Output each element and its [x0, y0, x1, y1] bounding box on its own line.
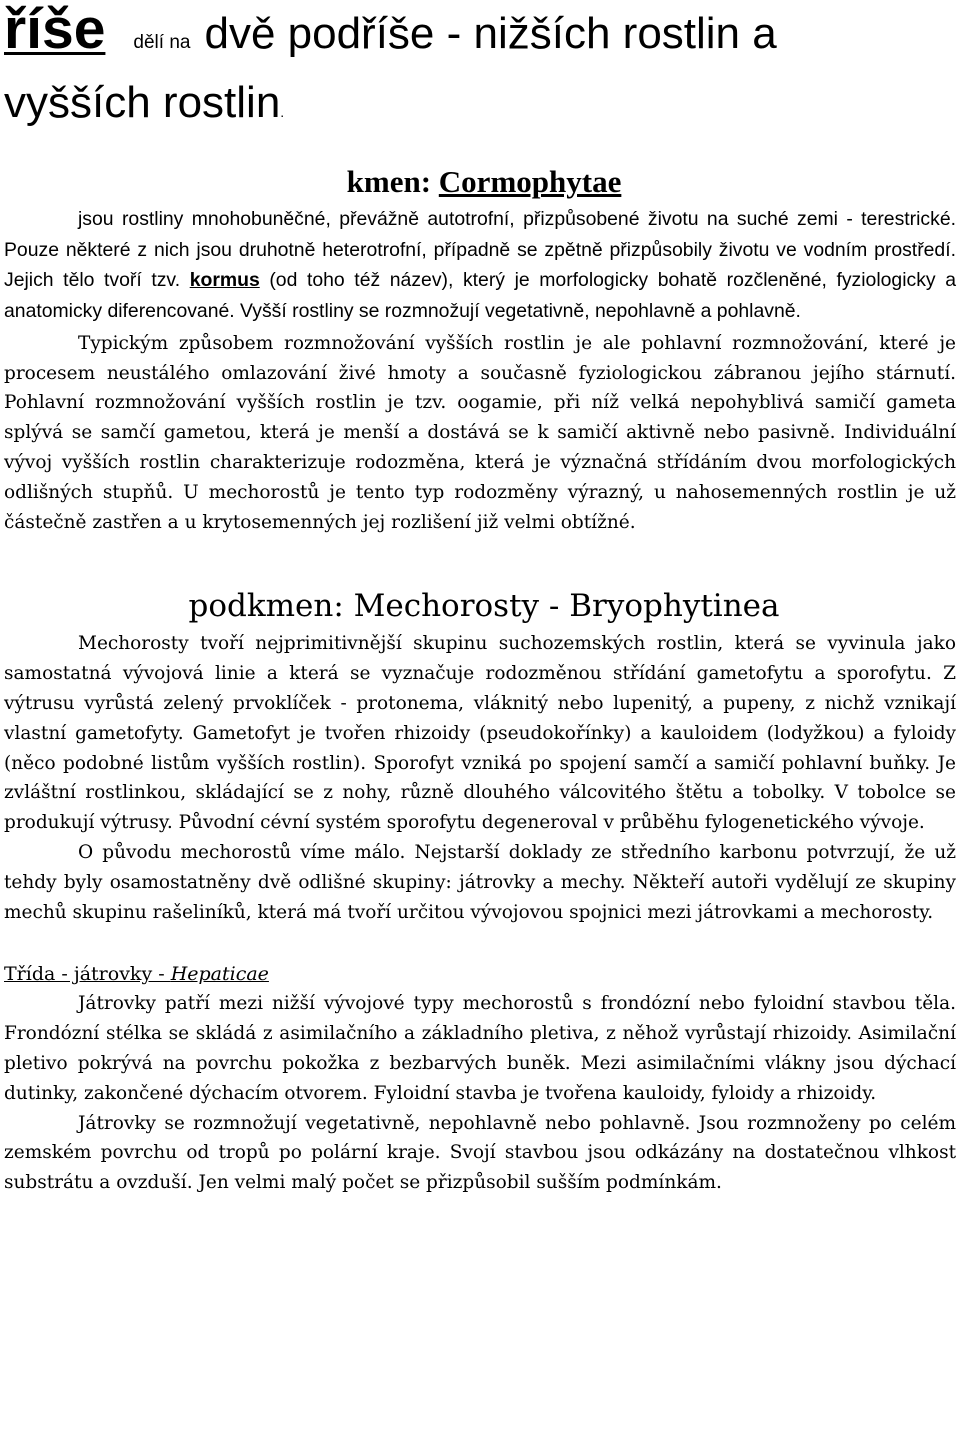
podkmen-para2-text: O původu mechorostů víme málo. Nejstarší doklady ze středního karbonu potvrzují, že už tehdy byly osamostatněny dvě odlišné skupiny: játrovky a mechy. Někteří autoři vydělují ze skupiny mechů skupinu rašeliníků, která má tvoří určitou vývojovou spojnici mezi játrovkami a mechorosty. — [4, 841, 956, 923]
section-title-podkmen: podkmen: Mechorosty - Bryophytinea — [188, 588, 780, 625]
podkmen-paragraph-2 — [4, 838, 956, 927]
kmen-text-part1: jsou rostliny mnohobuněčné, převážně autotrofní, přizpůsobené životu na suché zemi - terestrické. Pouze některé z nich jsou druhotně heterotrofní, případně se zpětně přizpůsobily životu ve vodním prostředí. Jejich tělo tvoří tzv. — [4, 208, 956, 292]
trida-label: Třída - játrovky - — [4, 963, 171, 986]
heading-word-deli: dělí na — [133, 32, 191, 53]
heading-rest: dvě podříše - nižších rostlin a — [204, 9, 777, 58]
kmen-para2-text: Typickým způsobem rozmnožování vyšších rostlin je ale pohlavní rozmnožování, které je procesem neustálého omlazování živé hmoty a současně fyziologickou zábranou jejího stárnutí. Pohlavní rozmnožování vyšších rostlin je tzv. oogamie, při níž velká nepohyblivá samičí gameta splývá se samčí gametou, která je menší a dostává se k samičí aktivně nebo pasivně. Individuální vývoj vyšších rostlin charakterizuje rodozměna, která je význačná střídáním dvou morfologických odlišných stupňů. U mechorostů je tento typ rodozměny výrazný, u nahosemenných rostlin je už částečně zastřen a u krytosemenných jej rozlišení již velmi obtížné. — [4, 332, 956, 533]
page-heading — [4, 0, 956, 73]
section-title-trida — [4, 959, 956, 989]
trida-latin: Hepaticae — [170, 963, 269, 986]
page-heading-line2 — [4, 77, 956, 138]
kmen-paragraph-2 — [4, 329, 956, 538]
kmen-paragraph-1 — [4, 204, 956, 327]
heading-word-rise: říše — [4, 0, 106, 61]
podkmen-para1-text: Mechorosty tvoří nejprimitivnější skupinu suchozemských rostlin, která se vyvinula jako samostatná vývojová linie a která se vyznačuje rodozměnou střídání gametofytu a sporofytu. Z výtrusu vyrůstá zelený prvoklíček - protonema, vláknitý nebo lupenitý, a pupeny, z nichž vznikají vlastní gametofyty. Gametofyt je tvořen rhizoidy (pseudokořínky) a kauloidem (lodyžkou) a fyloidy (něco podobné listům vyšších rostlin). Sporofyt vzniká po spojení samčí a samičí pohlavní buňky. Je zvláštní rostlinkou, skládající se z nohy, různě dlouhého válcovitého štětu a tobolky. V tobolce se produkují výtrusy. Původní cévní systém sporofytu degeneroval v průběhu fylogenetického vývoje. — [4, 633, 956, 834]
kmen-name: Cormophytae — [438, 164, 622, 199]
heading-line2-dot: . — [280, 104, 285, 120]
kmen-text-part2: (od toho též název), který je morfologicky bohatě rozčleněné, fyziologicky a anatomicky diferencované. Vyšší rostliny se rozmnožují vegetativně, nepohlavně a pohlavně. — [4, 269, 956, 323]
podkmen-paragraph-1 — [4, 629, 956, 838]
trida-para1-text: Játrovky patří mezi nižší vývojové typy mechorostů s frondózní nebo fyloidní stavbou těla. Frondózní stélka se skládá z asimilačního a základního pletiva, z něhož vyrůstají rhizoidy. Asimilační pletivo pokrývá na povrchu pokožka z bezbarvých buněk. Mezi asimilačními vlákny jsou dýchací dutinky, zakončené dýchacím otvorem. Fyloidní stavba je tvořena kauloidy, fyloidy a rhizoidy. — [4, 993, 956, 1104]
heading-line2-text: vyšších rostlin — [4, 78, 281, 127]
section-title-kmen — [4, 162, 956, 202]
kormus-term: kormus — [189, 269, 260, 292]
kmen-label: kmen: — [346, 164, 439, 199]
trida-para2-text: Játrovky se rozmnožují vegetativně, nepohlavně nebo pohlavně. Jsou rozmnoženy po celém zemském povrchu od tropů po polární kraje. Svojí stavbou jsou odkázány na dostatečnou vlhkost substrátu a ovzduší. Jen velmi malý počet se přizpůsobil sušším podmínkám. — [4, 1112, 956, 1194]
trida-paragraph-1 — [4, 989, 956, 1108]
trida-paragraph-2 — [4, 1109, 956, 1198]
